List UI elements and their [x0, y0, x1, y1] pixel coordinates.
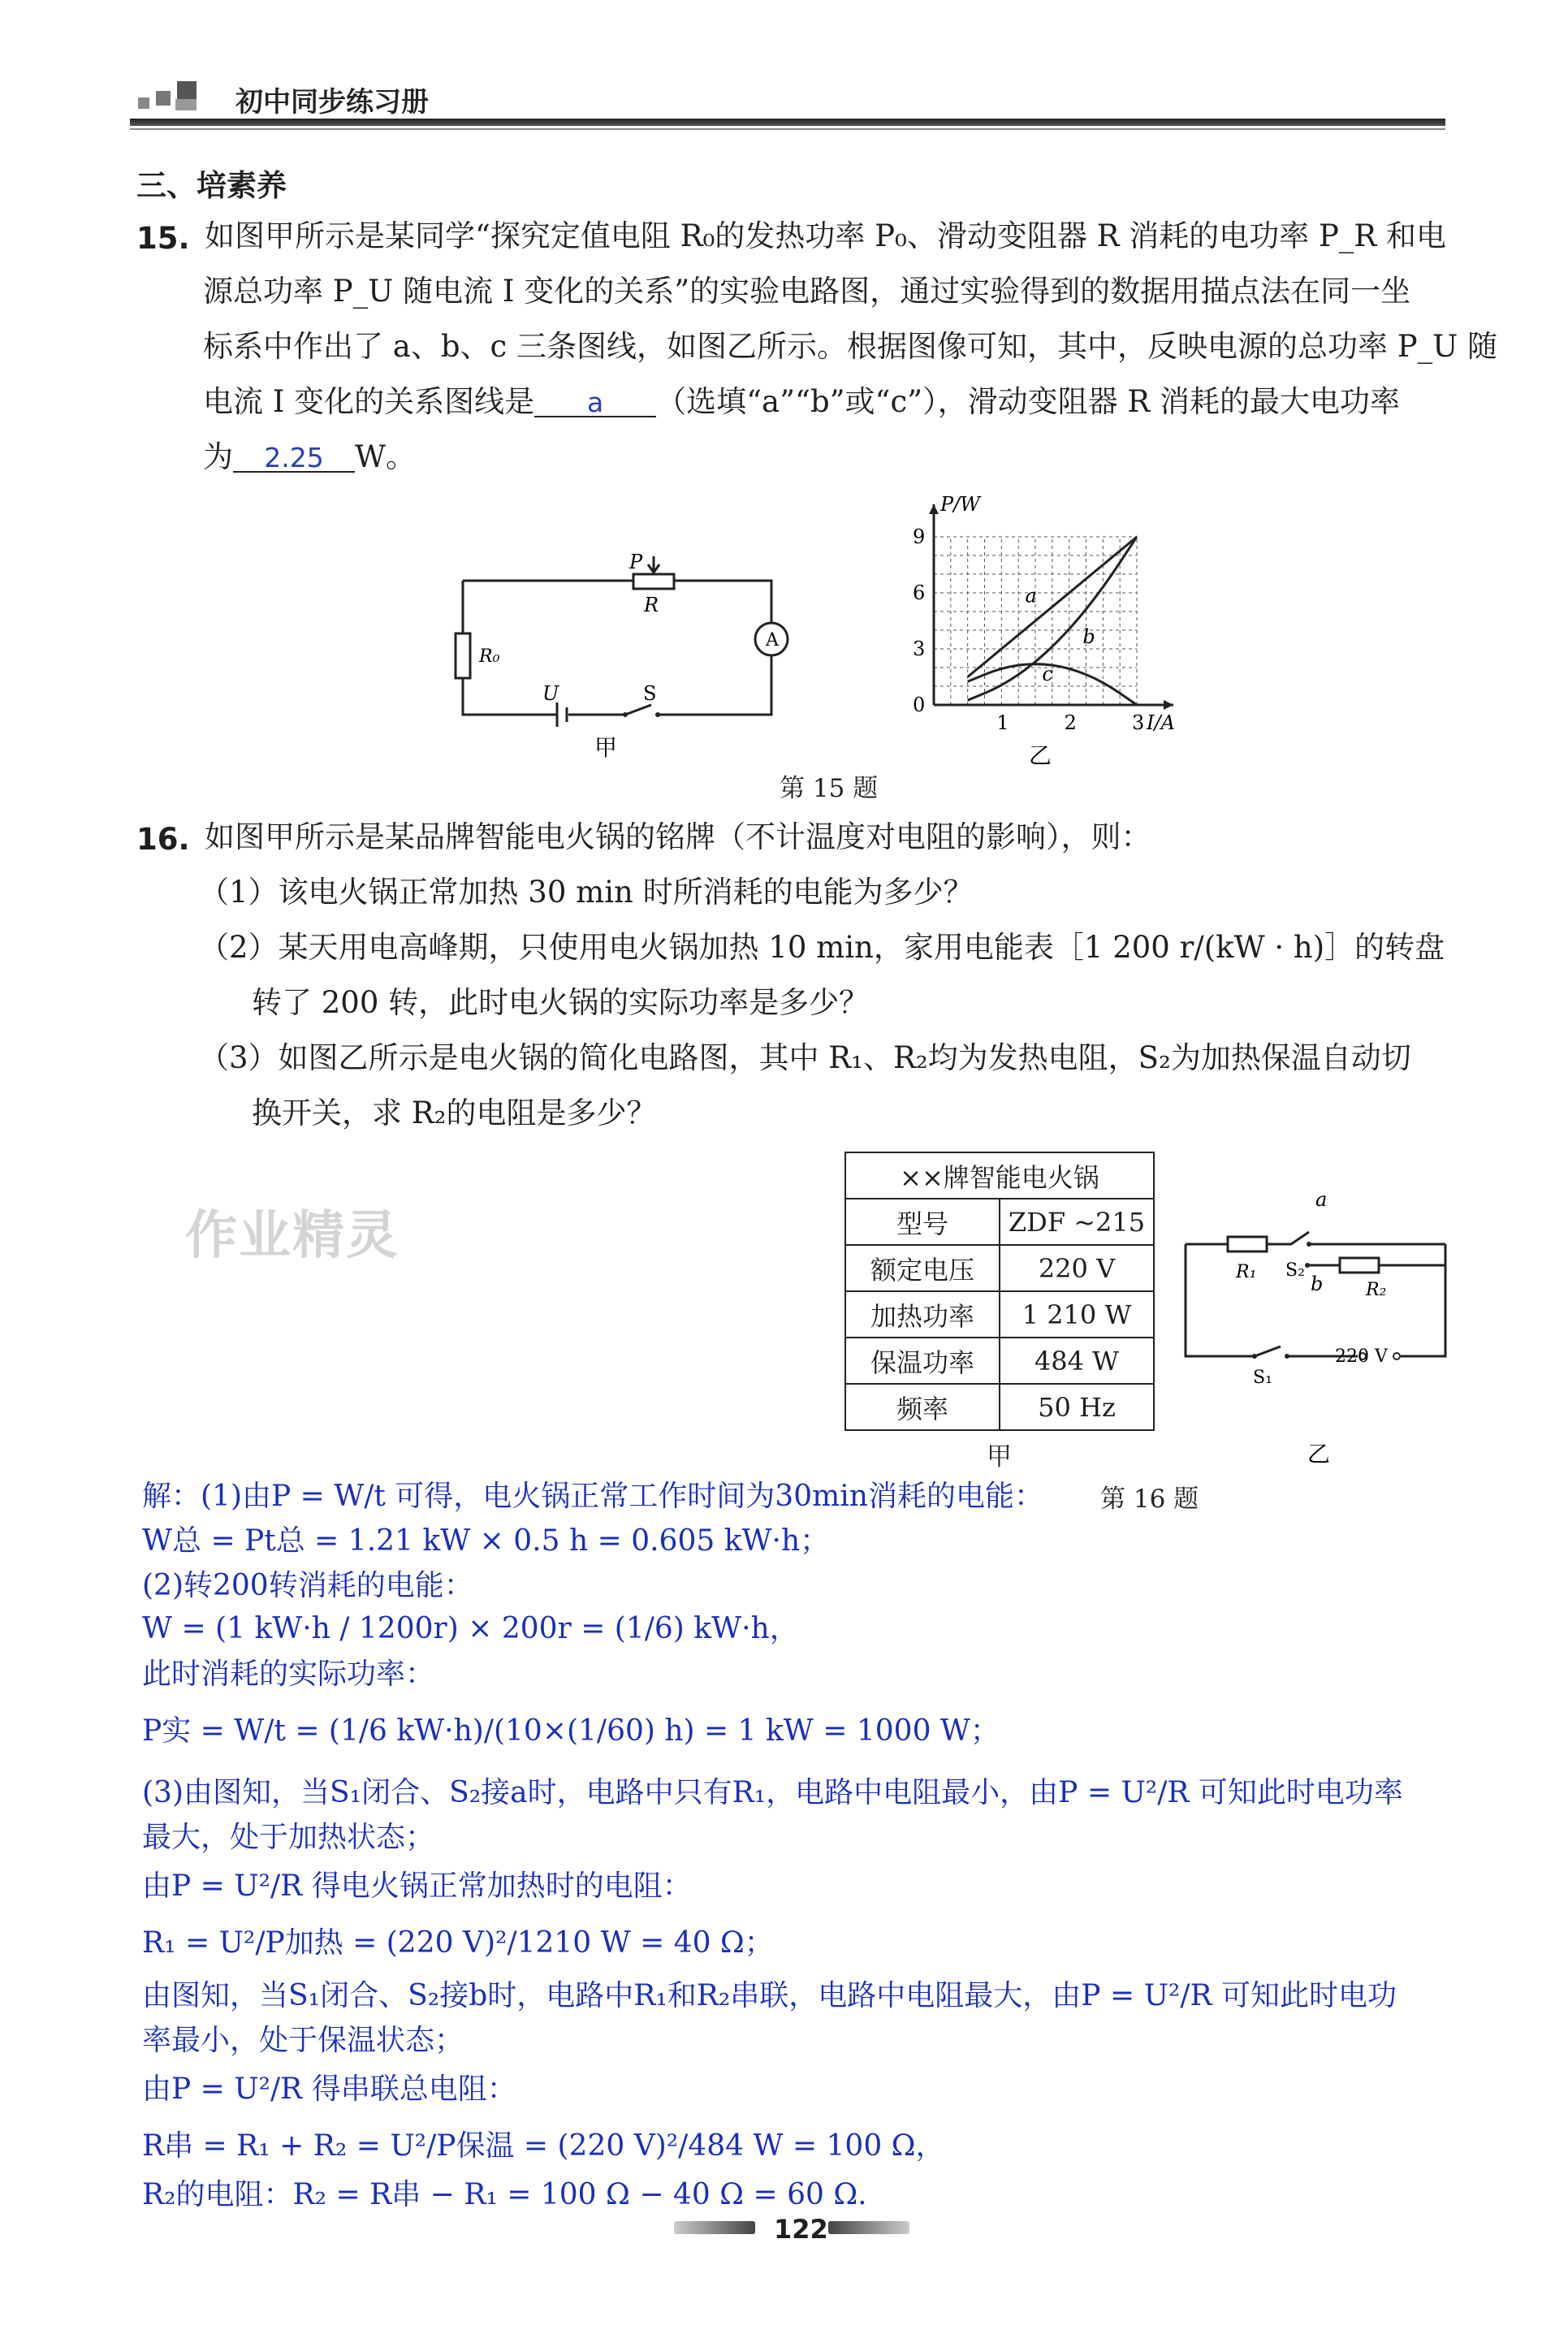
nameplate-label: 型号 — [845, 1199, 1000, 1245]
nameplate-label: 频率 — [845, 1384, 1000, 1430]
nameplate-value: ZDF ~215 — [1000, 1199, 1154, 1245]
solution-line-4: W = (1 kW·h / 1200r) × 200r = (1/6) kW·h， — [142, 1612, 799, 1645]
solution-line-5: 此时消耗的实际功率： — [142, 1658, 435, 1691]
series-line-a — [968, 537, 1137, 677]
q15-circuit-label-S: S — [643, 682, 657, 705]
table-row — [845, 1338, 1154, 1384]
q16-circuit-label-S2: S₂ — [1285, 1260, 1305, 1281]
x-tick-label: 1 — [996, 711, 1009, 734]
solution-line-3: (2)转200转消耗的电能： — [142, 1569, 473, 1602]
q15-line-3: 标系中作出了 a、b、c 三条图线，如图乙所示。根据图像可知，其中，反映电源的总功率 P_U 随 — [203, 329, 1498, 364]
q16-circuit-label-voltage: 220 V — [1335, 1346, 1388, 1367]
watermark: 作业精灵 — [185, 1206, 400, 1266]
nameplate-title: ××牌智能电火锅 — [845, 1152, 1154, 1199]
y-tick-label: 9 — [913, 525, 926, 548]
header-rule-thin — [130, 128, 1445, 130]
q15-line-4-post: （选填“a”“b”或“c”），滑动变阻器 R 消耗的最大电功率 — [656, 384, 1400, 419]
q16-nameplate-caption: 甲 — [987, 1442, 1012, 1472]
footer-ornament-left — [674, 2221, 755, 2234]
q15-line-5-post: W。 — [355, 439, 417, 474]
y-tick-label: 0 — [913, 694, 926, 716]
q16-part-3-line-1: （3）如图乙所示是电火锅的简化电路图，其中 R₁、R₂均为发热电阻，S₂为加热保温自动切 — [199, 1040, 1411, 1075]
q15-graph — [893, 487, 1218, 772]
q16-number: 16. — [136, 822, 190, 857]
q15-graph-caption: 乙 — [1029, 742, 1052, 769]
q16-circuit-label-R1: R₁ — [1236, 1262, 1257, 1282]
q16-caption: 第 16 题 — [1100, 1485, 1199, 1514]
q15-line-1: 如图甲所示是某同学“探究定值电阻 R₀的发热功率 P₀、滑动变阻器 R 消耗的电功率 P_R 和电 — [205, 218, 1447, 253]
solution-line-7: (3)由图知，当S₁闭合、S₂接a时，电路中只有R₁，电路中电阻最小，由P = U²/R 可知此时电功率 — [142, 1776, 1403, 1809]
q15-circuit-label-R: R — [644, 594, 659, 616]
q16-circuit-label-a: a — [1315, 1188, 1328, 1211]
q15-answer-2: 2.25 — [233, 444, 355, 473]
q15-line-4-pre: 电流 I 变化的关系图线是 — [203, 384, 535, 419]
nameplate-value: 1 210 W — [1000, 1291, 1154, 1338]
y-tick-label: 6 — [913, 581, 926, 604]
nameplate-value: 220 V — [1000, 1245, 1154, 1291]
nameplate-value: 484 W — [1000, 1338, 1154, 1384]
q15-caption: 第 15 题 — [780, 774, 879, 803]
q16-circuit-label-S1: S₁ — [1253, 1368, 1272, 1388]
q15-answer-1: a — [534, 389, 656, 417]
table-row — [845, 1245, 1154, 1291]
solution-line-10: R₁ = U²/P加热 = (220 V)²/1210 W = 40 Ω； — [142, 1926, 774, 1960]
q15-line-5 — [203, 439, 417, 474]
q16-circuit-label-R2: R₂ — [1366, 1280, 1387, 1300]
q15-circuit-caption: 甲 — [594, 734, 618, 761]
table-row — [845, 1199, 1154, 1245]
q16-part-2-line-1: （2）某天用电高峰期，只使用电火锅加热 10 min，家用电能表［1 200 r/(kW · h)］的转盘 — [199, 930, 1445, 965]
solution-line-11: 由图知，当S₁闭合、S₂接b时，电路中R₁和R₂串联，电路中电阻最大，由P = U²/R 可知此时电功 — [142, 1979, 1397, 2012]
q16-circuit-caption: 乙 — [1307, 1441, 1331, 1466]
solution-line-6: P实 = W/t = (1/6 kW·h)/(10×(1/60) h) = 1 kW = 1000 W； — [142, 1714, 1000, 1748]
page-number: 122 — [774, 2214, 828, 2245]
header-rule — [130, 119, 1445, 126]
header-title: 初中同步练习册 — [235, 86, 429, 119]
nameplate-label: 额定电压 — [845, 1245, 1000, 1291]
q15-line-4 — [203, 384, 1400, 419]
solution-line-1: 解：(1)由P = W/t 可得，电火锅正常工作时间为30min消耗的电能： — [142, 1480, 1043, 1513]
series-label-a: a — [1025, 584, 1037, 607]
nameplate-label: 加热功率 — [845, 1291, 1000, 1338]
q16-intro: 如图甲所示是某品牌智能电火锅的铭牌（不计温度对电阻的影响），则： — [205, 819, 1151, 854]
x-axis-arrow — [1164, 700, 1173, 710]
q15-line-5-pre: 为 — [203, 439, 233, 474]
solution-line-13: 由P = U²/R 得串联总电阻： — [142, 2073, 516, 2106]
section-title: 三、培素养 — [136, 168, 287, 203]
y-axis-label: P/W — [940, 493, 980, 516]
table-row — [845, 1384, 1154, 1430]
x-tick-label: 3 — [1132, 711, 1145, 734]
solution-line-9: 由P = U²/R 得电火锅正常加热时的电阻： — [142, 1869, 692, 1903]
x-tick-label: 2 — [1064, 711, 1077, 734]
q16-nameplate-table — [844, 1152, 1155, 1431]
nameplate-label: 保温功率 — [845, 1338, 1000, 1384]
footer-ornament-right — [828, 2221, 909, 2234]
series-label-c: c — [1042, 663, 1053, 686]
solution-line-8: 最大，处于加热状态； — [142, 1821, 435, 1854]
y-axis-arrow — [929, 504, 939, 514]
q15-circuit-diagram — [438, 532, 804, 772]
q15-number: 15. — [136, 221, 190, 256]
q16-circuit-diagram — [1177, 1182, 1462, 1466]
q15-circuit-label-R0: R₀ — [479, 646, 500, 667]
q16-part-3-line-2: 换开关，求 R₂的电阻是多少？ — [252, 1096, 657, 1130]
q15-circuit-label-P: P — [629, 551, 643, 573]
q16-circuit-label-b: b — [1311, 1273, 1324, 1295]
solution-line-12: 率最小，处于保温状态； — [142, 2024, 464, 2057]
solution-line-15: R₂的电阻：R₂ = R串 − R₁ = 100 Ω − 40 Ω = 60 Ω. — [142, 2178, 867, 2211]
header-logo — [138, 63, 219, 112]
q15-circuit-label-U: U — [542, 682, 559, 705]
solution-line-2: W总 = Pt总 = 1.21 kW × 0.5 h = 0.605 kW·h； — [142, 1524, 830, 1558]
solution-line-14: R串 = R₁ + R₂ = U²/P保温 = (220 V)²/484 W = 100 Ω， — [142, 2129, 945, 2163]
table-row — [845, 1291, 1154, 1338]
nameplate-value: 50 Hz — [1000, 1384, 1154, 1430]
x-axis-label: I/A — [1147, 711, 1175, 734]
q15-circuit-label-A: A — [766, 630, 779, 650]
series-label-b: b — [1082, 625, 1095, 649]
q16-part-2-line-2: 转了 200 转，此时电火锅的实际功率是多少？ — [252, 985, 870, 1020]
q15-line-2: 源总功率 P_U 随电流 I 变化的关系”的实验电路图，通过实验得到的数据用描点法在同一坐 — [203, 274, 1411, 309]
y-tick-label: 3 — [913, 638, 926, 660]
q16-part-1: （1）该电火锅正常加热 30 min 时所消耗的电能为多少？ — [199, 875, 974, 910]
